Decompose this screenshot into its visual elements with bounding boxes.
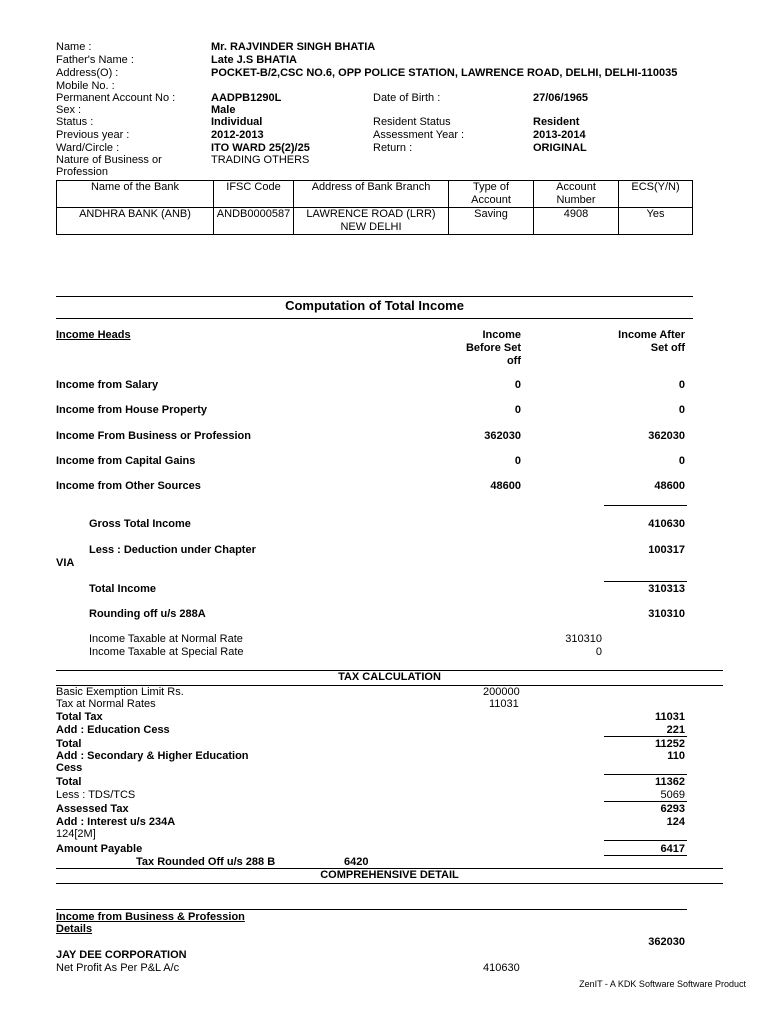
tds-value: 5069 [660, 789, 685, 801]
business-income-total: 362030 [648, 936, 685, 948]
total2-label: Total [56, 776, 82, 788]
name-label: Name : [56, 41, 92, 53]
income-row-after: 0 [678, 379, 685, 391]
assessed-tax-value: 6293 [660, 803, 685, 815]
assessed-tax-label: Assessed Tax [56, 803, 129, 815]
divider [604, 581, 687, 582]
address-label: Address(O) : [56, 67, 119, 79]
bank-col-header: Address of Bank Branch [294, 181, 449, 208]
table-row [57, 208, 693, 235]
bank-table [56, 180, 693, 235]
divider [56, 318, 693, 319]
nature-label-line2: Profession [56, 166, 108, 178]
income-row-before: 362030 [484, 430, 521, 442]
tax-rounded-value: 6420 [344, 856, 369, 868]
footer-product: ZenIT - A KDK Software Software Product [579, 979, 746, 989]
she-cess-value: 110 [667, 750, 685, 762]
tax-normal-value: 11031 [489, 698, 519, 710]
income-row-label: Income from House Property [56, 404, 207, 416]
net-profit-value: 410630 [483, 962, 520, 974]
before-setoff-header: Income Before Set off [465, 329, 521, 367]
address-value: POCKET-B/2,CSC NO.6, OPP POLICE STATION, LAWRENCE ROAD, DELHI, DELHI-110035 [211, 67, 678, 79]
gross-total-label: Gross Total Income [89, 518, 191, 530]
divider [56, 883, 723, 884]
income-row-before: 0 [514, 379, 521, 391]
special-rate-value: 0 [595, 646, 602, 658]
basic-exemption-label: Basic Exemption Limit Rs. [56, 686, 184, 698]
ward-value: ITO WARD 25(2)/25 [211, 142, 310, 154]
deduction-label: Less : Deduction under Chapter [89, 544, 256, 556]
bank-col-header: Type of Account [449, 181, 534, 208]
divider [604, 505, 687, 506]
ward-label: Ward/Circle : [56, 142, 120, 154]
status-value: Individual [211, 116, 263, 128]
ay-value: 2013-2014 [533, 129, 586, 141]
resident-value: Resident [533, 116, 580, 128]
company-name: JAY DEE CORPORATION [56, 949, 187, 961]
tax-normal-label: Tax at Normal Rates [56, 698, 156, 710]
tax-calculation-title: TAX CALCULATION [338, 671, 441, 683]
father-value: Late J.S BHATIA [211, 54, 297, 66]
bank-cell: ANDB0000587 [214, 208, 294, 235]
normal-rate-label: Income Taxable at Normal Rate [89, 633, 243, 645]
income-row-before: 48600 [490, 480, 521, 492]
edu-cess-label: Add : Education Cess [56, 724, 170, 736]
pan-value: AADPB1290L [211, 92, 282, 104]
return-value: ORIGINAL [533, 142, 587, 154]
amount-payable-value: 6417 [660, 843, 685, 855]
rounding-value: 310310 [648, 608, 685, 620]
divider [604, 801, 687, 802]
bank-col-header: ECS(Y/N) [619, 181, 693, 208]
dob-label: Date of Birth : [373, 92, 441, 104]
income-row-after: 362030 [648, 430, 685, 442]
edu-cess-value: 221 [666, 724, 685, 736]
income-row-after: 0 [678, 404, 685, 416]
total-income-label: Total Income [89, 583, 157, 595]
divider [604, 855, 687, 856]
total-tax-value: 11031 [655, 711, 685, 723]
income-row-label: Income from Other Sources [56, 480, 201, 492]
total1-label: Total [56, 738, 82, 750]
total2-value: 11362 [655, 776, 685, 788]
total1-value: 11252 [655, 738, 685, 750]
income-heads-header: Income Heads [56, 329, 131, 341]
income-row-after: 0 [678, 455, 685, 467]
divider [56, 909, 687, 910]
income-row-label: Income from Salary [56, 379, 159, 391]
sex-value: Male [211, 104, 236, 116]
total-income-value: 310313 [648, 583, 685, 595]
business-income-header: Income from Business & Profession [56, 911, 245, 923]
she-cess-label-cont: Cess [56, 762, 83, 774]
rounding-label: Rounding off u/s 288A [89, 608, 206, 620]
basic-exemption-value: 200000 [483, 686, 520, 698]
name-value: Mr. RAJVINDER SINGH BHATIA [211, 41, 376, 53]
amount-payable-label: Amount Payable [56, 843, 143, 855]
prev-year-value: 2012-2013 [211, 129, 264, 141]
bank-cell: LAWRENCE ROAD (LRR) NEW DELHI [294, 208, 449, 235]
bank-cell: ANDHRA BANK (ANB) [57, 208, 214, 235]
income-row-after: 48600 [654, 480, 685, 492]
dob-value: 27/06/1965 [533, 92, 589, 104]
interest-value: 124 [666, 816, 685, 828]
business-income-header-cont: Details [56, 923, 93, 935]
interest-detail: 124[2M] [56, 828, 96, 840]
computation-title: Computation of Total Income [285, 298, 464, 313]
return-label: Return : [373, 142, 413, 154]
tds-label: Less : TDS/TCS [56, 789, 136, 801]
net-profit-label: Net Profit As Per P&L A/c [56, 962, 180, 974]
pan-label: Permanent Account No : [56, 92, 176, 104]
bank-col-header: Account Number [534, 181, 619, 208]
nature-value: TRADING OTHERS [211, 154, 310, 166]
divider [56, 296, 693, 297]
prev-year-label: Previous year : [56, 129, 130, 141]
ay-label: Assessment Year : [373, 129, 465, 141]
comprehensive-detail-title: COMPREHENSIVE DETAIL [320, 869, 459, 881]
deduction-label-cont: VIA [56, 557, 75, 569]
bank-cell: Yes [619, 208, 693, 235]
father-label: Father's Name : [56, 54, 134, 66]
bank-cell: 4908 [534, 208, 619, 235]
normal-rate-value: 310310 [565, 633, 602, 645]
after-setoff-header: Income After Set off [618, 329, 685, 354]
divider [604, 736, 687, 737]
income-row-before: 0 [514, 455, 521, 467]
interest-label: Add : Interest u/s 234A [56, 816, 176, 828]
nature-label-line1: Nature of Business or [56, 154, 162, 166]
total-tax-label: Total Tax [56, 711, 103, 723]
special-rate-label: Income Taxable at Special Rate [89, 646, 244, 658]
status-label: Status : [56, 116, 94, 128]
income-row-before: 0 [514, 404, 521, 416]
tax-rounded-label: Tax Rounded Off u/s 288 B [136, 856, 276, 868]
divider [604, 840, 687, 841]
she-cess-label: Add : Secondary & Higher Education [56, 750, 249, 762]
bank-col-header: IFSC Code [214, 181, 294, 208]
divider [604, 774, 687, 775]
income-row-label: Income from Capital Gains [56, 455, 196, 467]
deduction-value: 100317 [648, 544, 685, 556]
resident-label: Resident Status [373, 116, 451, 128]
sex-label: Sex : [56, 104, 82, 116]
bank-cell: Saving [449, 208, 534, 235]
bank-header-row [57, 181, 693, 208]
income-row-label: Income From Business or Profession [56, 430, 251, 442]
bank-col-header: Name of the Bank [57, 181, 214, 208]
mobile-label: Mobile No. : [56, 80, 115, 92]
gross-total-value: 410630 [648, 518, 685, 530]
